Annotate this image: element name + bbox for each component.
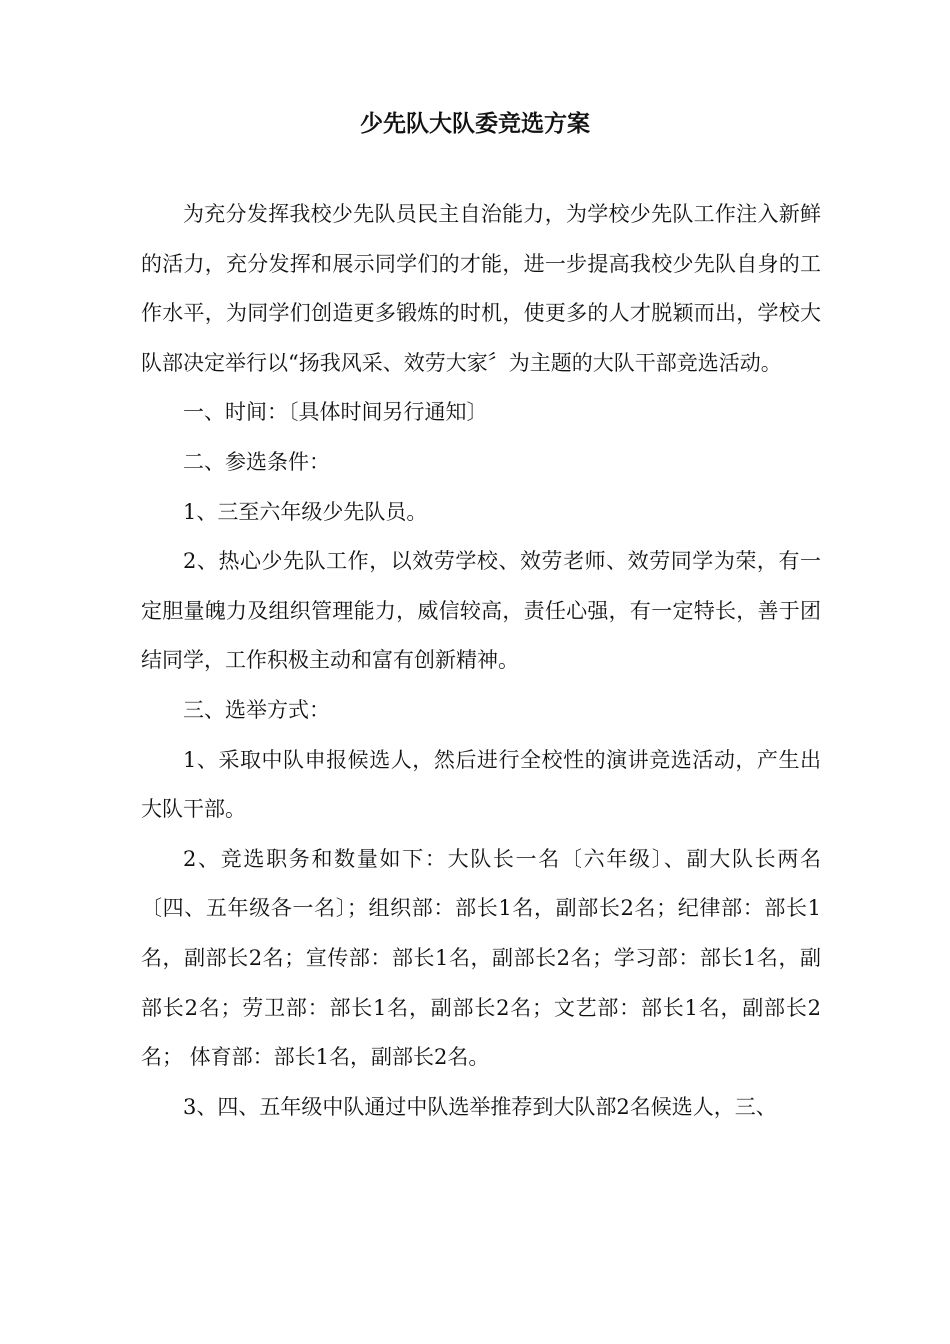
paragraph-method-heading: 三、选举方式： — [183, 697, 330, 722]
paragraph-condition-1: 1、三至六年级少先队员。 — [183, 499, 428, 524]
paragraph-time: 一、时间：〔具体时间另行通知〕 — [183, 400, 488, 425]
paragraph-method-2: 2、竞选职务和数量如下：大队长一名〔六年级〕、副大队长两名〔四、五年级各一名〕；组织部：部长1名，副部长2名；纪律部：部长1名，副部长2名；宣传部：部长1名，副部长2名；学习部：部长1名，副部长2名；劳卫部：部长1名，副部长2名；文艺部：部长1名，副部长2名； 体育部：部长1名，副部长2名。 — [141, 846, 821, 1070]
document-body — [141, 190, 821, 1132]
paragraph-intro: 为充分发挥我校少先队员民主自治能力，为学校少先队工作注入新鲜的活力，充分发挥和展示同学们的才能，进一步提高我校少先队自身的工作水平，为同学们创造更多锻炼的时机，使更多的人才脱颖而出，学校大队部决定举行以“扬我风采、效劳大家〞为主题的大队干部竞选活动。 — [141, 202, 821, 375]
paragraph-condition-2: 2、热心少先队工作，以效劳学校、效劳老师、效劳同学为荣，有一定胆量魄力及组织管理能力，威信较高，责任心强，有一定特长，善于团结同学，工作积极主动和富有创新精神。 — [141, 549, 821, 673]
paragraph-method-1: 1、采取中队申报候选人，然后进行全校性的演讲竞选活动，产生出大队干部。 — [141, 747, 821, 822]
paragraph-conditions-heading: 二、参选条件： — [183, 449, 330, 474]
paragraph-method-3: 3、四、五年级中队通过中队选举推荐到大队部2名候选人，三、 — [183, 1094, 777, 1119]
document-title: 少先队大队委竞选方案 — [360, 111, 590, 137]
